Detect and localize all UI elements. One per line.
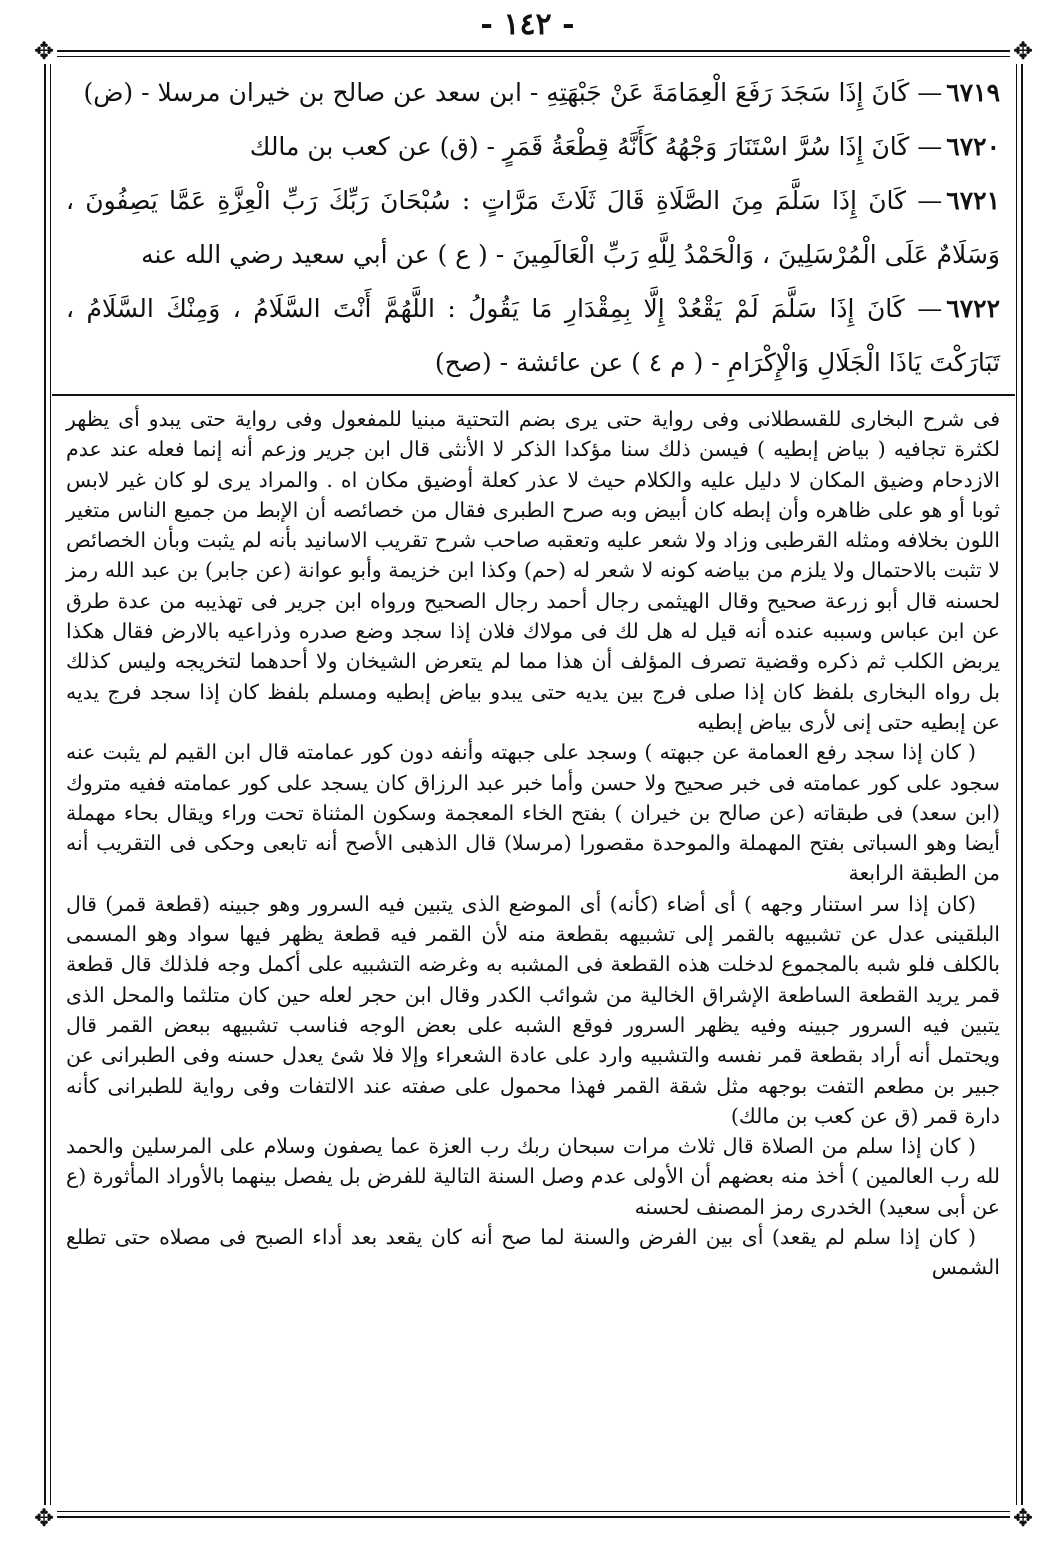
hadith-number: ٦٧٢١	[946, 186, 1000, 215]
hadith-entry	[66, 282, 1000, 390]
quatrefoil-icon: ✥	[1010, 1505, 1036, 1531]
quatrefoil-icon: ✥	[31, 38, 57, 64]
hadith-entry	[66, 66, 1000, 120]
hadith-section	[66, 66, 1000, 390]
commentary-paragraph: (كان إذا سر استنار وجهه ) أى أضاء (كأنه) أى الموضع الذى يتبين فيه السرور وهو جبينه (قطعة قمر) قال البلقينى عدل عن تشبيهه بالقمر إلى تشبيهه بقطعة منه لأن القمر فيه قطعة يظهر فيها سواد وهو المسمى بالكلف فلو شبه بالمجموع لدخلت هذه القطعة فى المشبه به وغرضه التشبيه على أكمل وجه فلذلك قال قطعة قمر يريد القطعة الساطعة الإشراق الخالية من شوائب الكدر وقال ابن حجر لعله حين كان متلثما والمحل الذى يتبين فيه السرور جبينه وفيه يظهر السرور فوقع الشبه على بعض الوجه فناسب تشبيهه ببعض القمر قال ويحتمل أنه أراد بقطعة قمر نفسه والتشبيه وارد على عادة الشعراء وإلا فلا شئ يعدل حسنه وفى الطبرانى عن جبير بن مطعم التفت بوجهه مثل شقة القمر فهذا محمول على صفته عند الالتفات وفى رواية للطبرانى كأنه دارة قمر (ق عن كعب بن مالك)	[66, 891, 1000, 1128]
hadith-text: — كَانَ إِذَا سَلَّمَ مِنَ الصَّلَاةِ قَالَ ثَلَاثَ مَرَّاتٍ : سُبْحَانَ رَبِّكَ رَبِّ الْعِزَّةِ عَمَّا يَصِفُونَ ، وَسَلَامٌ عَلَى الْمُرْسَلِينَ ، وَالْحَمْدُ لِلَّهِ رَبِّ الْعَالَمِينَ - ( ع ) عن أبي سعيد رضي الله عنه	[66, 186, 1000, 269]
commentary-section	[66, 404, 1000, 1283]
hadith-text: — كَانَ إِذَا سَجَدَ رَفَعَ الْعِمَامَةَ عَنْ جَبْهَتِهِ - ابن سعد عن صالح بن خيران مرسلا - (ض)	[83, 78, 943, 107]
hadith-text: — كَانَ إِذَا سُرَّ اسْتَنَارَ وَجْهُهُ كَأَنَّهُ قِطْعَةُ قَمَرٍ - (ق) عن كعب بن مالك	[249, 132, 943, 161]
section-divider	[52, 394, 1015, 396]
quatrefoil-icon: ✥	[31, 1505, 57, 1531]
commentary-paragraph: فى شرح البخارى للقسطلانى وفى رواية حتى يرى بضم التحتية مبنيا للمفعول وفى رواية حتى يبدو أى يظهر لكثرة تجافيه ( بياض إبطيه ) فيسن ذلك سنا مؤكدا الذكر لا الأنثى قال ابن جرير وزعم أنه إنما فعله عند عدم الازدحام وضيق المكان لا دليل عليه والكلام حيث لا عذر كعلة أوضيق مكان اه . والمراد يرى لو كان غير لابس ثوبا أو هو على ظاهره وأن إبطه كان أبيض وبه صرح الطبرى فقال من خصائصه أن الإبط من جميع الناس متغير اللون بخلافه ومثله القرطبى وزاد ولا شعر عليه وتعقبه صاحب شرح تقريب الاسانيد بأنه لم يثبت وبأن الخصائص لا تثبت بالاحتمال ولا يلزم من بياضه كونه لا شعر له (حم) وكذا ابن خزيمة وأبو عوانة (عن جابر) بن عبد الله رمز لحسنه قال أبو زرعة صحيح وقال الهيثمى رجال أحمد رجال الصحيح ورواه ابن جرير فى تهذيبه من عدة طرق عن ابن عباس وسببه عنده أنه قيل له هل لك فى مولاك فلان إذا سجد وضع صدره وذراعيه بالارض فقال هكذا يربض الكلب ثم ذكره وقضية تصرف المؤلف أن هذا مما لم يتعرض الشيخان ولا أحدهما لتخريجه وليس كذلك بل رواه البخارى بلفظ كان إذا صلى فرج بين يديه حتى يبدو بياض إبطيه ومسلم بلفظ كان إذا سجد فرج يديه عن إبطيه حتى إنى لأرى بياض إبطيه	[66, 407, 1000, 734]
commentary-paragraph: ( كان إذا سلم لم يقعد) أى بين الفرض والسنة لما صح أنه كان يقعد بعد أداء الصبح فى مصلاه حتى تطلع الشمس	[66, 1225, 1000, 1280]
page-number: - ١٤٢ -	[480, 7, 575, 42]
hadith-entry	[66, 120, 1000, 174]
commentary-paragraph: ( كان إذا سجد رفع العمامة عن جبهته ) وسجد على جبهته وأنفه دون كور عمامته قال ابن القيم لم يثبت عنه سجود على كور عمامته فى خبر صحيح ولا حسن وأما خبر عبد الرزاق كان يسجد على كور عمامته ففيه متروك (ابن سعد) فى طبقاته (عن صالح بن خيران ) بفتح الخاء المعجمة وسكون المثناة تحت وراء ويقال بحاء مهملة أيضا وهو السباتى بفتح المهملة والموحدة مقصورا (مرسلا) قال الذهبى الأصح أنه تابعى وحكى فى التقريب أنه من الطبقة الرابعة	[66, 740, 1000, 886]
hadith-text: — كَانَ إِذَا سَلَّمَ لَمْ يَقْعُدْ إِلَّا بِمِقْدَارِ مَا يَقُولُ : اللَّهُمَّ أَنْتَ السَّلَامُ ، وَمِنْكَ السَّلَامُ ، تَبَارَكْتَ يَاذَا الْجَلَالِ وَالْإِكْرَامِ - ( م ٤ ) عن عائشة - (صح)	[66, 294, 1000, 377]
hadith-entry	[66, 174, 1000, 282]
hadith-number: ٦٧٢٠	[946, 132, 1000, 161]
hadith-number: ٦٧١٩	[946, 78, 1000, 107]
quatrefoil-icon: ✥	[1010, 38, 1036, 64]
hadith-number: ٦٧٢٢	[946, 294, 1001, 323]
commentary-paragraph: ( كان إذا سلم من الصلاة قال ثلاث مرات سبحان ربك رب العزة عما يصفون وسلام على المرسلين والحمد لله رب العالمين ) أخذ منه بعضهم أن الأولى عدم وصل السنة التالية للفرض بل يفصل بينهما بالأوراد المأثورة (ع عن أبى سعيد) الخدرى رمز المصنف لحسنه	[66, 1134, 1000, 1219]
